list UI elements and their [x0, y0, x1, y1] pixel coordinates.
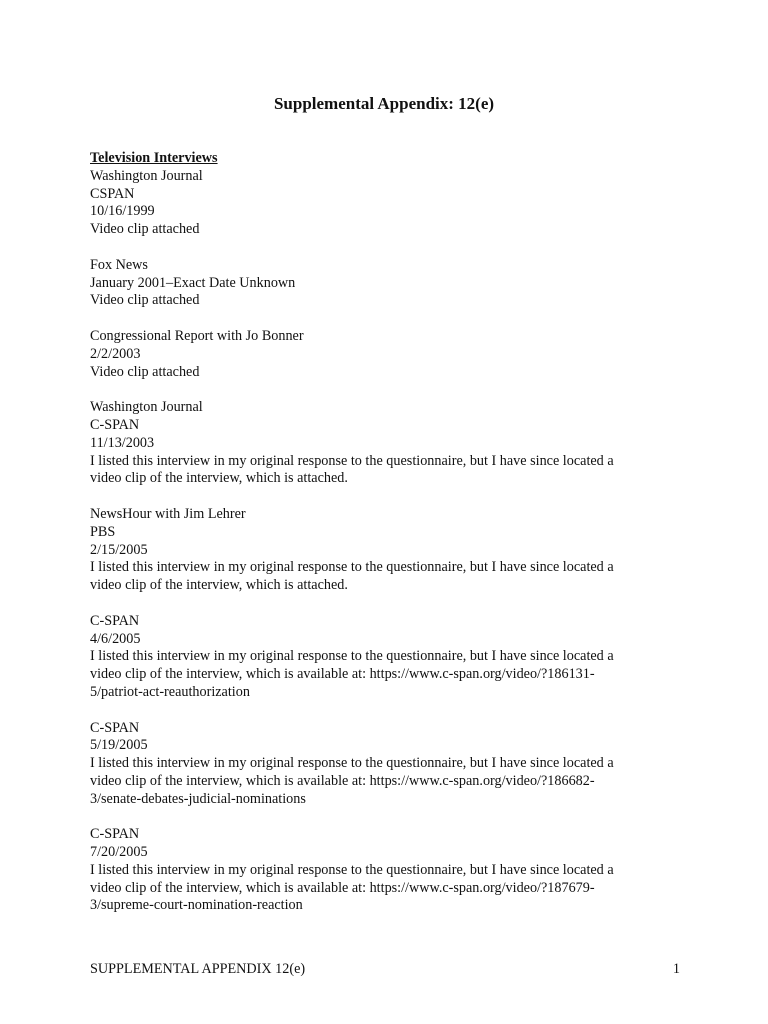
entry-line: video clip of the interview, which is attached.: [90, 470, 348, 487]
entry-line: 5/19/2005: [90, 737, 148, 754]
entry-line: I listed this interview in my original response to the questionnaire, but I have since located a: [90, 452, 614, 469]
entry-line: Video clip attached: [90, 363, 200, 380]
entry-line: PBS: [90, 523, 116, 540]
footer-label: SUPPLEMENTAL APPENDIX 12(e): [90, 961, 306, 977]
entry-line: 3/supreme-court-nomination-reaction: [90, 897, 303, 914]
document-body: [90, 150, 680, 933]
entry-line: C-SPAN: [90, 612, 140, 629]
interview-entry: [90, 328, 680, 381]
entry-line: I listed this interview in my original response to the questionnaire, but I have since located a: [90, 559, 614, 576]
entry-line: 4/6/2005: [90, 630, 141, 647]
interview-entry: [90, 399, 680, 488]
entry-line: January 2001–Exact Date Unknown: [90, 274, 296, 291]
entry-line: NewsHour with Jim Lehrer: [90, 505, 246, 522]
page-title: Supplemental Appendix: 12(e): [273, 94, 495, 113]
entry-line: C-SPAN: [90, 416, 140, 433]
entry-line: Fox News: [90, 256, 148, 273]
interview-entry: [90, 257, 680, 310]
entry-line: Video clip attached: [90, 221, 200, 238]
entry-line: Congressional Report with Jo Bonner: [90, 327, 304, 344]
entry-line: Washington Journal: [90, 167, 203, 184]
interview-entry: [90, 506, 680, 595]
entry-line: I listed this interview in my original response to the questionnaire, but I have since located a: [90, 755, 614, 772]
entry-line: 10/16/1999: [90, 203, 155, 220]
entry-line: video clip of the interview, which is available at: https://www.c-span.org/video/?186131-: [90, 666, 595, 683]
entry-line: 5/patriot-act-reauthorization: [90, 683, 250, 700]
interview-entry: [90, 720, 680, 809]
interview-entry: [90, 150, 680, 239]
interview-entry: [90, 613, 680, 702]
entry-line: 2/15/2005: [90, 541, 148, 558]
entry-line: 2/2/2003: [90, 345, 141, 362]
entry-line: C-SPAN: [90, 719, 140, 736]
interview-entry: [90, 826, 680, 915]
entry-line: Washington Journal: [90, 399, 203, 416]
entry-line: video clip of the interview, which is attached.: [90, 577, 348, 594]
entry-line: 11/13/2003: [90, 434, 155, 451]
entry-line: Video clip attached: [90, 292, 200, 309]
entry-line: video clip of the interview, which is available at: https://www.c-span.org/video/?186682-: [90, 772, 595, 789]
entry-line: C-SPAN: [90, 826, 140, 843]
entry-line: I listed this interview in my original response to the questionnaire, but I have since located a: [90, 861, 614, 878]
page-number: 1: [672, 961, 680, 977]
entry-line: CSPAN: [90, 185, 135, 202]
entry-line: video clip of the interview, which is available at: https://www.c-span.org/video/?187679-: [90, 879, 595, 896]
section-heading: Television Interviews: [90, 150, 218, 166]
entry-line: I listed this interview in my original response to the questionnaire, but I have since located a: [90, 648, 614, 665]
entry-line: 3/senate-debates-judicial-nominations: [90, 790, 306, 807]
entry-line: 7/20/2005: [90, 844, 148, 861]
